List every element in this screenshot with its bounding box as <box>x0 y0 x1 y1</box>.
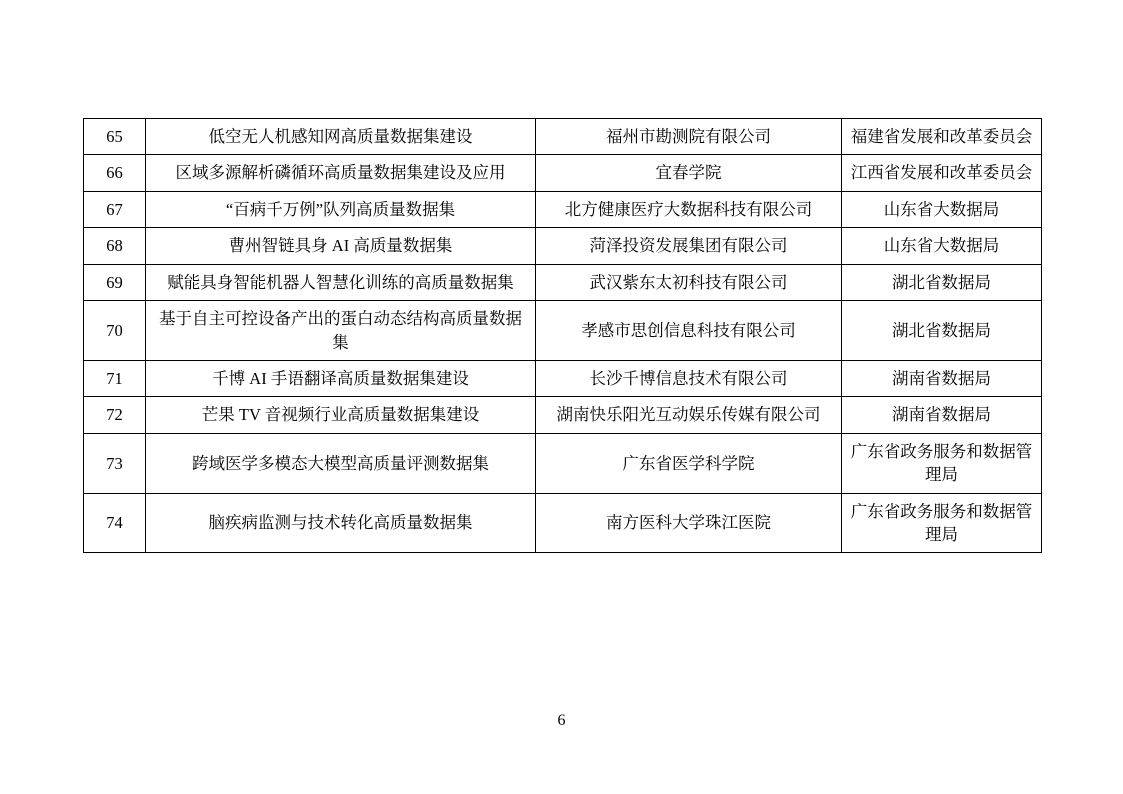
table-row <box>84 493 1042 553</box>
row-index: 74 <box>84 493 146 553</box>
table-row <box>84 228 1042 264</box>
row-dataset-name: 跨域医学多模态大模型高质量评测数据集 <box>146 433 536 493</box>
row-organization: 长沙千博信息技术有限公司 <box>536 360 842 396</box>
dataset-table <box>83 118 1042 553</box>
row-dataset-name: 区域多源解析磷循环高质量数据集建设及应用 <box>146 155 536 191</box>
row-dataset-name: 脑疾病监测与技术转化高质量数据集 <box>146 493 536 553</box>
table-row <box>84 433 1042 493</box>
row-index: 68 <box>84 228 146 264</box>
table-row <box>84 360 1042 396</box>
row-organization: 菏泽投资发展集团有限公司 <box>536 228 842 264</box>
row-dataset-name: 低空无人机感知网高质量数据集建设 <box>146 119 536 155</box>
row-department: 湖北省数据局 <box>842 264 1042 300</box>
row-dataset-name: 基于自主可控设备产出的蛋白动态结构高质量数据集 <box>146 301 536 361</box>
row-department: 广东省政务服务和数据管理局 <box>842 493 1042 553</box>
row-organization: 湖南快乐阳光互动娱乐传媒有限公司 <box>536 397 842 433</box>
row-organization: 宜春学院 <box>536 155 842 191</box>
row-organization: 孝感市思创信息科技有限公司 <box>536 301 842 361</box>
table-row <box>84 191 1042 227</box>
table-body <box>84 119 1042 553</box>
dataset-table-container <box>83 118 1041 553</box>
row-department: 福建省发展和改革委员会 <box>842 119 1042 155</box>
row-dataset-name: “百病千万例”队列高质量数据集 <box>146 191 536 227</box>
row-dataset-name: 千博 AI 手语翻译高质量数据集建设 <box>146 360 536 396</box>
table-row <box>84 264 1042 300</box>
row-index: 69 <box>84 264 146 300</box>
row-department: 江西省发展和改革委员会 <box>842 155 1042 191</box>
row-department: 山东省大数据局 <box>842 191 1042 227</box>
row-organization: 广东省医学科学院 <box>536 433 842 493</box>
row-department: 广东省政务服务和数据管理局 <box>842 433 1042 493</box>
row-dataset-name: 赋能具身智能机器人智慧化训练的高质量数据集 <box>146 264 536 300</box>
row-dataset-name: 芒果 TV 音视频行业高质量数据集建设 <box>146 397 536 433</box>
row-organization: 北方健康医疗大数据科技有限公司 <box>536 191 842 227</box>
row-department: 湖南省数据局 <box>842 360 1042 396</box>
table-row <box>84 155 1042 191</box>
row-organization: 武汉紫东太初科技有限公司 <box>536 264 842 300</box>
row-department: 湖南省数据局 <box>842 397 1042 433</box>
row-index: 65 <box>84 119 146 155</box>
table-row <box>84 397 1042 433</box>
row-index: 67 <box>84 191 146 227</box>
row-index: 71 <box>84 360 146 396</box>
row-dataset-name: 曹州智链具身 AI 高质量数据集 <box>146 228 536 264</box>
row-index: 73 <box>84 433 146 493</box>
row-index: 70 <box>84 301 146 361</box>
table-row <box>84 301 1042 361</box>
row-organization: 福州市勘测院有限公司 <box>536 119 842 155</box>
row-index: 72 <box>84 397 146 433</box>
row-organization: 南方医科大学珠江医院 <box>536 493 842 553</box>
table-row <box>84 119 1042 155</box>
row-department: 山东省大数据局 <box>842 228 1042 264</box>
row-department: 湖北省数据局 <box>842 301 1042 361</box>
page-number: 6 <box>557 712 566 729</box>
row-index: 66 <box>84 155 146 191</box>
